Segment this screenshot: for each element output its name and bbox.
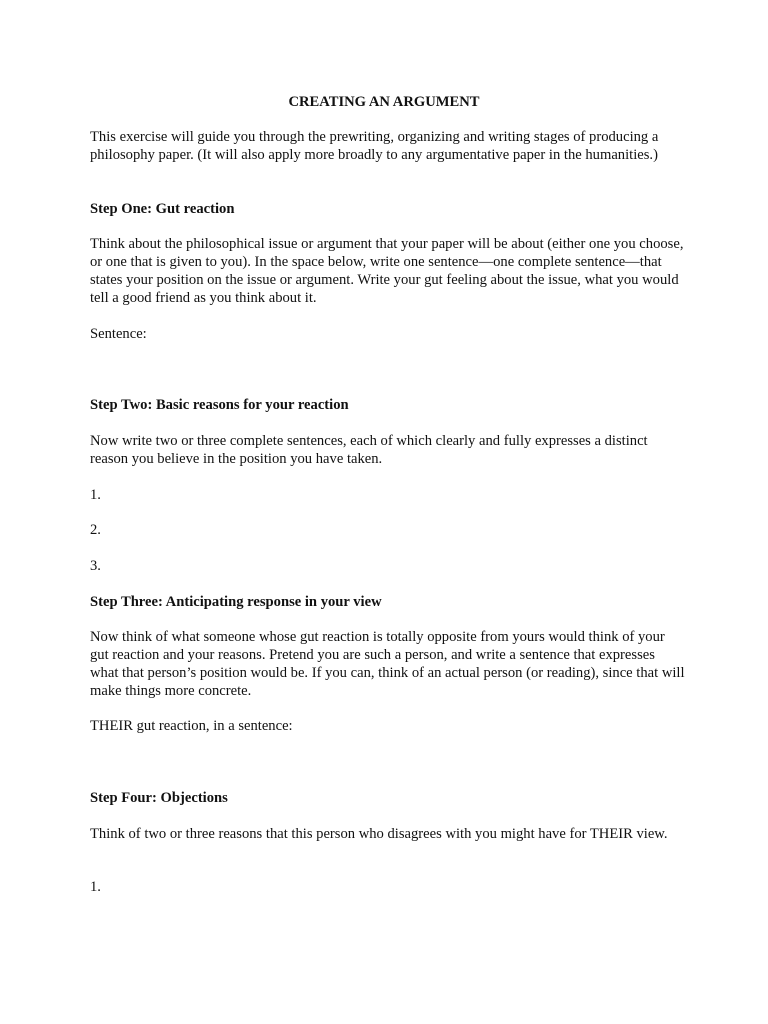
page-title: CREATING AN ARGUMENT [288,94,480,110]
step-two-item-3: 3. [90,558,101,574]
intro-paragraph: This exercise will guide you through the prewriting, organizing and writing stages of producing a philosophy paper. (It will also apply more broadly to any argumentative paper in the humanities.) [90,129,659,163]
step-one-body: Think about the philosophical issue or argument that your paper will be about (either one you choose, or one that is given to you). In the space below, write one sentence—one complete sentence—that states your position on the issue or argument. Write your gut feeling about the issue, what you would tell a good friend as you think about it. [90,236,684,306]
step-one-heading: Step One: Gut reaction [90,201,235,217]
step-two-body: Now write two or three complete sentences, each of which clearly and fully expresses a distinct reason you believe in the position you have taken. [90,433,648,467]
step-two-item-1: 1. [90,487,101,503]
step-three-heading: Step Three: Anticipating response in your view [90,594,382,610]
step-one-prompt: Sentence: [90,326,147,342]
step-four-heading: Step Four: Objections [90,790,228,806]
step-four-item-1: 1. [90,879,101,895]
step-three-body: Now think of what someone whose gut reaction is totally opposite from yours would think of your gut reaction and your reasons. Pretend you are such a person, and write a sentence that expresses what that person’s position would be. If you can, think of an actual person (or reading), since that will make things more concrete. [90,629,685,699]
step-two-item-2: 2. [90,522,101,538]
step-two-heading: Step Two: Basic reasons for your reaction [90,397,349,413]
step-four-body: Think of two or three reasons that this person who disagrees with you might have for THEIR view. [90,826,668,842]
step-three-prompt: THEIR gut reaction, in a sentence: [90,718,293,734]
